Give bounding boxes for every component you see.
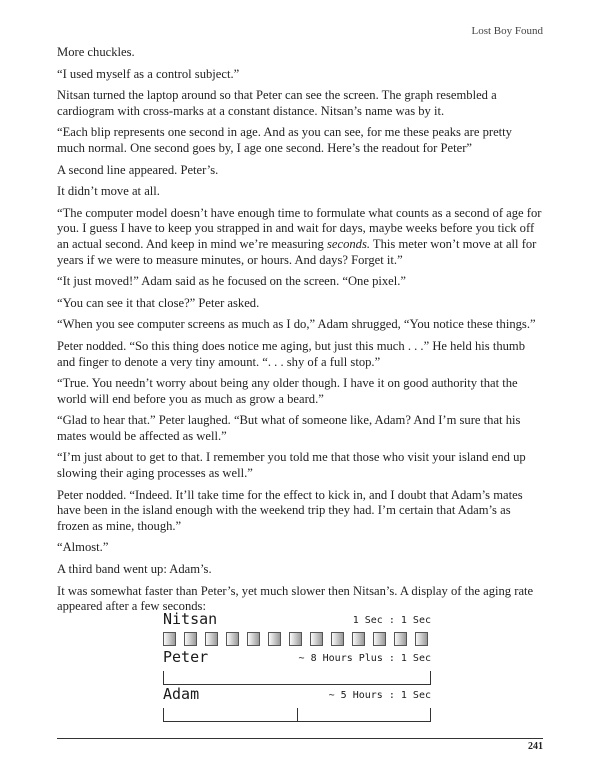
- paragraph: “You can see it that close?” Peter asked.: [57, 295, 260, 310]
- blip: [415, 632, 428, 646]
- meter-rate: ~ 8 Hours Plus : 1 Sec: [298, 653, 431, 664]
- blip: [226, 632, 239, 646]
- blip-track: [163, 632, 431, 647]
- emphasis: seconds.: [326, 236, 371, 251]
- paragraph: “I’m just about to get to that. I remember you told me that those who visit your island end up slowing their aging processes as well.”: [57, 450, 526, 481]
- meter-label: Nitsan: [163, 610, 218, 628]
- tick: [430, 671, 431, 685]
- paragraph: “Almost.”: [57, 540, 109, 555]
- blip: [268, 632, 281, 646]
- paragraph: “I used myself as a control subject.”: [57, 66, 240, 81]
- meter-rate: 1 Sec : 1 Sec: [352, 615, 431, 626]
- meter-peter: [163, 648, 431, 688]
- paragraph: “Each blip represents one second in age. And as you can see, for me these peaks are pretty much normal. One second goes by, I age one second. Here’s the readout for Peter”: [57, 125, 512, 155]
- paragraph: “Glad to hear that.” Peter laughed. “But what of someone like, Adam? And I’m sure that his mates would be affected as well.”: [57, 413, 521, 443]
- paragraph: [57, 206, 543, 268]
- paragraph: A third band went up: Adam’s.: [57, 562, 212, 577]
- blip: [394, 632, 407, 646]
- running-head: Lost Boy Found: [471, 25, 543, 37]
- blip: [310, 632, 323, 646]
- body-text: [57, 45, 543, 621]
- page-number: 241: [528, 741, 543, 752]
- footer-rule: [57, 738, 543, 739]
- paragraph: It didn’t move at all.: [57, 184, 160, 199]
- meter-track: [163, 670, 431, 685]
- paragraph: Nitsan turned the laptop around so that Peter can see the screen. The graph resembled a cardiogram with cross-marks at a constant distance. Nitsan’s name was by it.: [57, 88, 497, 118]
- blip: [331, 632, 344, 646]
- tick: [163, 708, 164, 722]
- paragraph: Peter nodded. “So this thing does notice me aging, but just this much . . .” He held his thumb and finger to denote a very tiny amount. “. . . shy of a full stop.”: [57, 338, 526, 369]
- paragraph: A second line appeared. Peter’s.: [57, 162, 219, 177]
- blip: [184, 632, 197, 646]
- tick: [297, 708, 298, 722]
- tick: [430, 708, 431, 722]
- meter-label: Peter: [163, 648, 209, 666]
- blip: [205, 632, 218, 646]
- paragraph: “True. You needn’t worry about being any older though. I have it on good authority that the world will end before you as much as grow a beard.”: [57, 376, 518, 406]
- paragraph: Peter nodded. “Indeed. It’ll take time for the effect to kick in, and I doubt that Adam’s mates have been in the island enough with the weekend trip they had. I’m certain that Adam’s as frozen as mine, though.”: [57, 487, 523, 533]
- meter-track: [163, 707, 431, 722]
- blip: [163, 632, 176, 646]
- blip: [373, 632, 386, 646]
- blip: [247, 632, 260, 646]
- meter-rate: ~ 5 Hours : 1 Sec: [328, 690, 431, 701]
- meter-adam: [163, 685, 431, 725]
- meter-nitsan: [163, 610, 431, 650]
- paragraph: It was somewhat faster than Peter’s, yet much slower then Nitsan’s. A display of the aging rate appeared after a few seconds:: [57, 583, 534, 614]
- paragraph: More chuckles.: [57, 45, 135, 59]
- blip: [352, 632, 365, 646]
- baseline: [163, 721, 431, 722]
- paragraph: “When you see computer screens as much as I do,” Adam shrugged, “You notice these things.”: [57, 317, 536, 332]
- paragraph-text: This meter won’t move at all for years if we were to measure minutes, or hours. And days? Forget it.”: [57, 236, 537, 267]
- paragraph-text: “The computer model doesn’t have enough time to formulate what counts as a second of age for you. I guess I have to keep you strapped in and wait for days, maybe weeks before you tick off an actual second. And keep in mind we’re measuring: [57, 205, 542, 251]
- tick: [163, 671, 164, 685]
- blip: [289, 632, 302, 646]
- meter-label: Adam: [163, 685, 200, 703]
- paragraph: “It just moved!” Adam said as he focused on the screen. “One pixel.”: [57, 274, 407, 289]
